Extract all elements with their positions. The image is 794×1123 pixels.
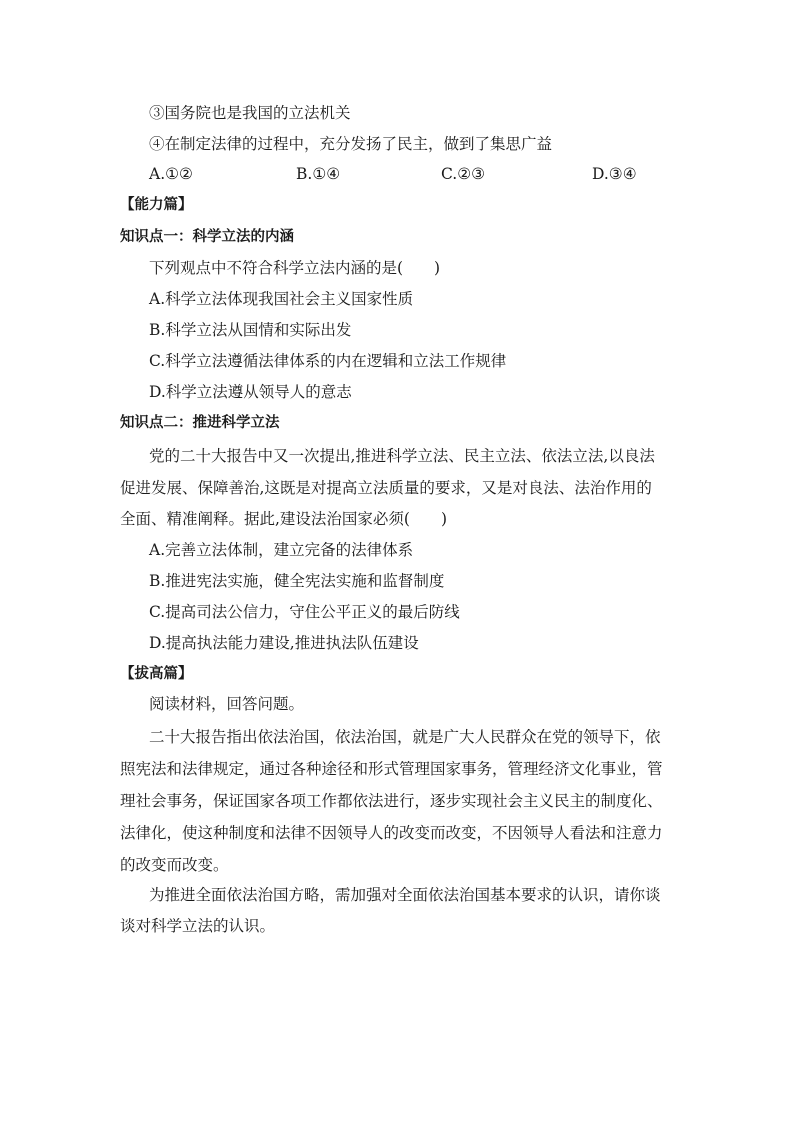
advanced-intro: 阅读材料，回答问题。 (149, 695, 305, 713)
kp2-question-line-2: 促进发展、保障善治,这既是对提高立法质量的要求，又是对良法、法治作用的 (120, 479, 652, 497)
option-a: A.①② (149, 165, 193, 183)
kp2-question-line-3: 全面、精准阐释。据此,建设法治国家必须( ) (120, 510, 448, 528)
material-line-3: 理社会事务，保证国家各项工作都依法进行，逐步实现社会主义民主的制度化、 (120, 792, 663, 810)
option-d: D.③④ (592, 165, 637, 183)
section-heading-advanced: 【拔高篇】 (120, 666, 193, 682)
kp1-title: 知识点一：科学立法的内涵 (120, 229, 294, 245)
kp1-question: 下列观点中不符合科学立法内涵的是( ) (149, 259, 441, 277)
material-line-2: 照宪法和法律规定，通过各种途径和形式管理国家事务，管理经济文化事业，管 (120, 760, 663, 778)
item-3: ③国务院也是我国的立法机关 (149, 104, 351, 122)
material-line-4: 法律化，使这种制度和法律不因领导人的改变而改变，不因领导人看法和注意力 (120, 824, 663, 842)
kp2-option-d: D.提高执法能力建设,推进执法队伍建设 (149, 634, 419, 652)
kp2-title: 知识点二：推进科学立法 (120, 415, 280, 431)
material-line-5: 的改变而改变。 (120, 856, 229, 874)
option-c: C.②③ (441, 165, 486, 183)
kp2-option-a: A.完善立法体制，建立完备的法律体系 (149, 541, 414, 559)
kp1-option-d: D.科学立法遵从领导人的意志 (149, 383, 352, 401)
kp1-option-c: C.科学立法遵循法律体系的内在逻辑和立法工作规律 (149, 352, 507, 370)
option-b: B.①④ (296, 165, 341, 183)
task-line-1: 为推进全面依法治国方略，需加强对全面依法治国基本要求的认识，请你谈 (149, 886, 661, 904)
task-line-2: 谈对科学立法的认识。 (120, 917, 276, 935)
kp2-option-c: C.提高司法公信力，守住公平正义的最后防线 (149, 603, 460, 621)
kp2-option-b: B.推进宪法实施，健全宪法实施和监督制度 (149, 572, 445, 590)
section-heading-ability: 【能力篇】 (120, 197, 193, 213)
kp1-option-b: B.科学立法从国情和实际出发 (149, 321, 352, 339)
kp2-question-line-1: 党的二十大报告中又一次提出,推进科学立法、民主立法、依法立法,以良法 (149, 447, 655, 465)
item-4: ④在制定法律的过程中，充分发扬了民主，做到了集思广益 (149, 135, 553, 153)
material-line-1: 二十大报告指出依法治国，依法治国，就是广大人民群众在党的领导下，依 (149, 728, 661, 746)
kp1-option-a: A.科学立法体现我国社会主义国家性质 (149, 290, 414, 308)
